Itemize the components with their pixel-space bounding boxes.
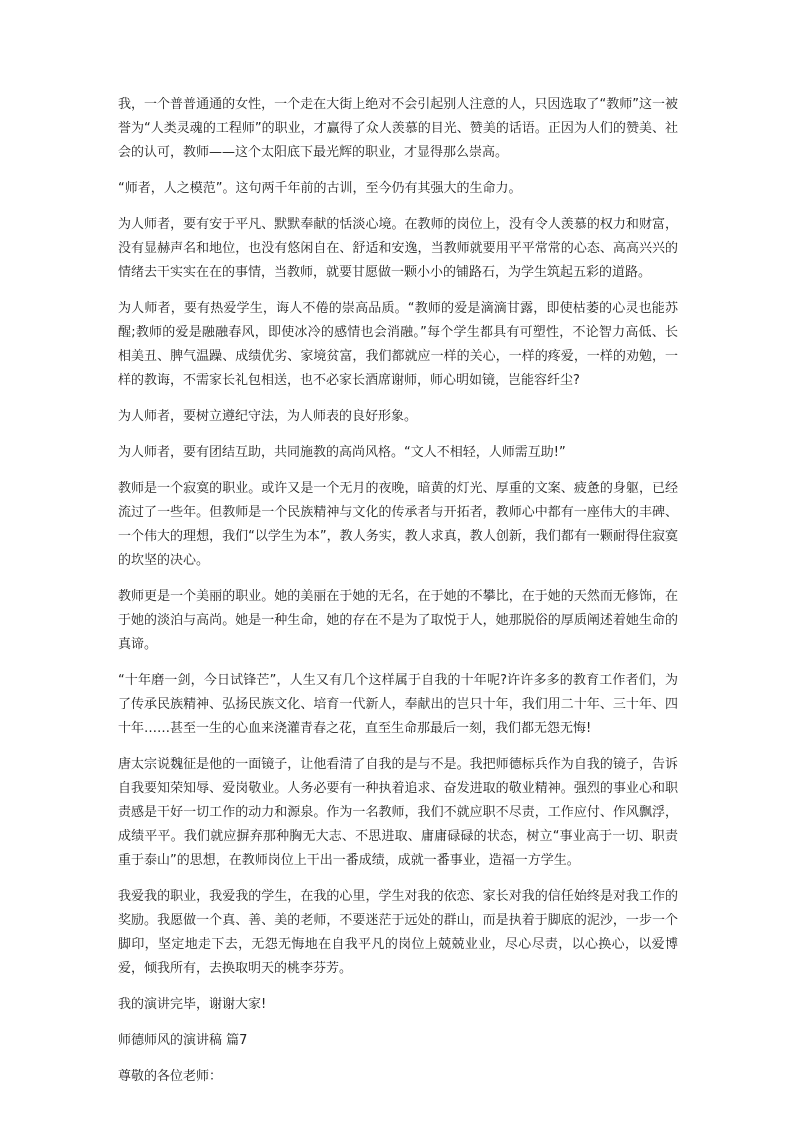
paragraph: 唐太宗说魏征是他的一面镜子，让他看清了自我的是与不是。我把师德标兵作为自我的镜子，告诉自我要知荣知辱、爱岗敬业。人务必要有一种执着追求、奋发进取的敬业精神。强烈的事业心和职责感是干好一切工作的动力和源泉。作为一名教师，我们不就应职不尽责，工作应付、作风飘浮，成绩平平。我们就应摒弃那种胸无大志、不思进取、庸庸碌碌的状态，树立“事业高于一切、职责重于泰山”的思想，在教师岗位上干出一番成绩，成就一番事业，造福一方学生。 (118, 757, 678, 868)
paragraph: 为人师者，要有热爱学生，诲人不倦的崇高品质。“教师的爱是滴滴甘露，即使枯萎的心灵也能苏醒;教师的爱是融融春风，即使冰冷的感情也会消融。”每个学生都具有可塑性，不论智力高低、长相美丑、脾气温躁、成绩优劣、家境贫富，我们都就应一样的关心，一样的疼爱，一样的劝勉，一样的教诲，不需家长礼包相送，也不必家长酒席谢师，师心明如镜，岂能容纤尘? (118, 301, 678, 388)
paragraph: 我，一个普普通通的女性，一个走在大街上绝对不会引起别人注意的人，只因选取了“教师”这一被誉为“人类灵魂的工程师”的职业，才赢得了众人羡慕的目光、赞美的话语。正因为人们的赞美、社会的认可，教师——这个太阳底下最光辉的职业，才显得那么崇高。 (118, 97, 678, 160)
paragraph: 为人师者，要有团结互助，共同施教的高尚风格。“文人不相轻，人师需互助!” (118, 445, 566, 460)
paragraph: 教师是一个寂寞的职业。或许又是一个无月的夜晚，暗黄的灯光、厚重的文案、疲惫的身躯，已经流过了一些年。但教师是一个民族精神与文化的传承者与开拓者，教师心中都有一座伟大的丰碑、一个伟大的理想，我们“以学生为本”，教人务实，教人求真，教人创新，我们都有一颗耐得住寂寞的坎坚的决心。 (118, 481, 678, 568)
section-heading: 师德师风的演讲稿 篇7 (118, 1033, 248, 1048)
document-body (118, 93, 678, 1101)
paragraph: 为人师者，要树立遵纪守法，为人师表的良好形象。 (118, 409, 418, 424)
salutation: 尊敬的各位老师： (118, 1069, 223, 1084)
paragraph: 我爱我的职业，我爱我的学生，在我的心里，学生对我的依恋、家长对我的信任始终是对我工作的奖励。我愿做一个真、善、美的老师，不要迷茫于远处的群山，而是执着于脚底的泥沙，一步一个脚印，坚定地走下去，无怨无悔地在自我平凡的岗位上兢兢业业，尽心尽责，以心换心，以爱博爱，倾我所有，去换取明天的桃李芬芳。 (118, 889, 678, 976)
paragraph: 教师更是一个美丽的职业。她的美丽在于她的无名，在于她的不攀比，在于她的天然而无修饰，在于她的淡泊与高尚。她是一种生命，她的存在不是为了取悦于人，她那脱俗的厚质阐述着她生命的真谛。 (118, 589, 678, 652)
paragraph: 为人师者，要有安于平凡、默默奉献的恬淡心境。在教师的岗位上，没有令人羡慕的权力和财富，没有显赫声名和地位，也没有悠闲自在、舒适和安逸，当教师就要用平平常常的心态、高高兴兴的情绪去干实实在在的事情，当教师，就要甘愿做一颗小小的铺路石，为学生筑起五彩的道路。 (118, 217, 678, 280)
paragraph: “十年磨一剑，今日试锋芒”，人生又有几个这样属于自我的十年呢?许许多多的教育工作者们，为了传承民族精神、弘扬民族文化、培育一代新人，奉献出的岂只十年，我们用二十年、三十年、四十年……甚至一生的心血来浇灌青春之花，直至生命那最后一刻，我们都无怨无悔! (118, 673, 678, 736)
closing-line: 我的演讲完毕，谢谢大家! (118, 997, 267, 1012)
paragraph: “师者，人之模范”。这句两千年前的古训，至今仍有其强大的生命力。 (118, 181, 522, 196)
